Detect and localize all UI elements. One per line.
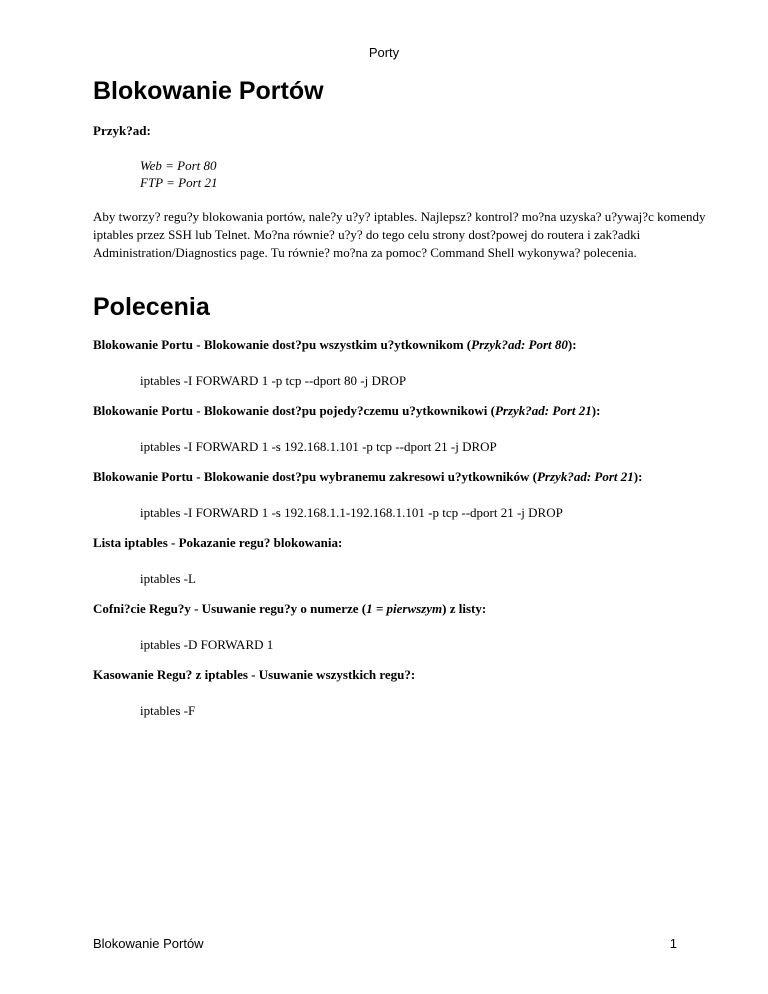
- command-text: iptables -D FORWARD 1: [140, 637, 274, 652]
- command-text: iptables -I FORWARD 1 -p tcp --dport 80 -j DROP: [140, 373, 407, 388]
- command-item: [93, 468, 693, 521]
- example-label: Przyk?ad:: [93, 123, 151, 138]
- footer-title: Blokowanie Portów: [93, 936, 204, 951]
- example-list: [140, 157, 693, 191]
- page-number: 1: [669, 936, 677, 951]
- command-text: iptables -I FORWARD 1 -s 192.168.1.101 -p tcp --dport 21 -j DROP: [140, 439, 497, 454]
- example-item-web: Web = Port 80: [140, 158, 217, 173]
- command-label: Blokowanie Portu - Blokowanie dost?pu pojedy?czemu u?ytkownikowi (Przyk?ad: Port 21):: [93, 403, 601, 418]
- section-heading-polecenia: Polecenia: [93, 293, 210, 321]
- command-label: Lista iptables - Pokazanie regu? blokowania:: [93, 535, 343, 550]
- page-header: Porty: [368, 45, 400, 60]
- command-label: Blokowanie Portu - Blokowanie dost?pu wybranemu zakresowi u?ytkowników (Przyk?ad: Port 21):: [93, 469, 643, 484]
- intro-paragraph: Aby tworzy? regu?y blokowania portów, nale?y u?y? iptables. Najlepsz? kontrol? mo?na uzyska? u?ywaj?c komendy iptables przez SSH lub Telnet. Mo?na równie? u?y? do tego celu strony dost?powej do routera i zak?adki Administration/Diagnostics page. Tu równie? mo?na za pomoc? Command Shell wykonywa? polecenia.: [93, 209, 706, 260]
- command-text: iptables -I FORWARD 1 -s 192.168.1.1-192.168.1.101 -p tcp --dport 21 -j DROP: [140, 505, 563, 520]
- command-label: Cofni?cie Regu?y - Usuwanie regu?y o numerze (1 = pierwszym) z listy:: [93, 601, 487, 616]
- command-item: [93, 534, 693, 587]
- page-content: [93, 76, 706, 719]
- command-item: [93, 336, 693, 389]
- command-item: [93, 666, 693, 719]
- command-text: iptables -F: [140, 703, 196, 718]
- command-text: iptables -L: [140, 571, 196, 586]
- command-item: [93, 600, 693, 653]
- example-item-ftp: FTP = Port 21: [140, 175, 218, 190]
- command-item: [93, 402, 693, 455]
- command-label: Kasowanie Regu? z iptables - Usuwanie wszystkich regu?:: [93, 667, 416, 682]
- commands-list: [93, 336, 693, 719]
- section-heading-blokowanie: Blokowanie Portów: [93, 77, 324, 105]
- command-label: Blokowanie Portu - Blokowanie dost?pu wszystkim u?ytkownikom (Przyk?ad: Port 80):: [93, 337, 577, 352]
